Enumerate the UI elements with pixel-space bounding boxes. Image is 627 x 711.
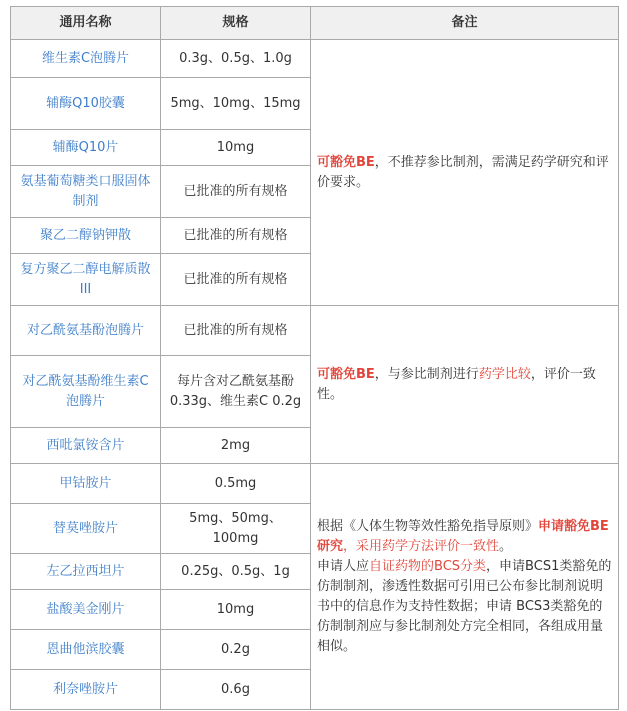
drug-spec: 2mg [161,428,311,464]
remark-group-3 [311,464,619,710]
drug-spec: 0.5mg [161,464,311,504]
drug-name-link[interactable]: 恩曲他滨胶囊 [11,630,161,670]
drug-spec: 5mg、10mg、15mg [161,78,311,130]
drug-name-link[interactable]: 对乙酰氨基酚泡腾片 [11,306,161,356]
drug-spec: 已批准的所有规格 [161,306,311,356]
drug-table-container [10,6,619,710]
drug-spec: 10mg [161,590,311,630]
remark-highlight-secondary: ，采用药学方法评价一致性 [343,538,500,554]
drug-spec: 已批准的所有规格 [161,166,311,218]
remark-text: 根据《人体生物等效性豁免指导原则》 [317,518,539,534]
remark-text-end: ，申请BCS1类豁免的仿制制剂，渗透性数据可引用已公布参比制剂说明书中的信息作为支持性数据；申请 BCS3类豁免的仿制制剂应与参比制剂处方完全相同，各组成用量相似。 [317,558,612,654]
drug-name-link[interactable]: 利奈唑胺片 [11,670,161,710]
header-remarks: 备注 [311,7,619,40]
drug-name-link[interactable]: 甲钴胺片 [11,464,161,504]
remark-paragraph-1 [317,517,612,557]
remark-text: 申请人应 [317,558,370,574]
drug-spec: 0.25g、0.5g、1g [161,554,311,590]
header-specification: 规格 [161,7,311,40]
drug-spec: 已批准的所有规格 [161,254,311,306]
header-generic-name: 通用名称 [11,7,161,40]
drug-name-link[interactable]: 辅酶Q10片 [11,130,161,166]
drug-name-link[interactable]: 对乙酰氨基酚维生素C泡腾片 [11,356,161,428]
drug-name-link[interactable]: 盐酸美金刚片 [11,590,161,630]
drug-name-link[interactable]: 氨基葡萄糖类口服固体制剂 [11,166,161,218]
remark-text: ，与参比制剂进行 [374,366,479,382]
remark-highlight: 自证药物的BCS分类 [369,558,487,574]
remark-group-2 [311,306,619,464]
remark-paragraph-2 [317,557,612,657]
remark-highlight: 可豁免BE [317,366,375,382]
table-row [11,40,619,78]
table-header-row [11,7,619,40]
table-row [11,464,619,504]
drug-name-link[interactable]: 辅酶Q10胶囊 [11,78,161,130]
remark-group-1 [311,40,619,306]
drug-spec: 0.2g [161,630,311,670]
drug-spec: 每片含对乙酰氨基酚0.33g、维生素C 0.2g [161,356,311,428]
drug-name-link[interactable]: 维生素C泡腾片 [11,40,161,78]
table-row [11,306,619,356]
remark-highlight: 申请豁免BE研究 [317,518,609,554]
drug-name-link[interactable]: 替莫唑胺片 [11,504,161,554]
remark-highlight: 可豁免BE [317,154,375,170]
drug-spec: 已批准的所有规格 [161,218,311,254]
remark-text: ，不推荐参比制剂，需满足药学研究和评价要求。 [317,154,609,190]
drug-name-link[interactable]: 左乙拉西坦片 [11,554,161,590]
drug-spec: 5mg、50mg、100mg [161,504,311,554]
drug-name-link[interactable]: 复方聚乙二醇电解质散III [11,254,161,306]
drug-name-link[interactable]: 西吡氯铵含片 [11,428,161,464]
drug-spec: 0.6g [161,670,311,710]
remark-text-end: 。 [499,538,513,554]
remark-text-end: ，评价一致性。 [317,366,596,402]
drug-spec: 10mg [161,130,311,166]
drug-name-link[interactable]: 聚乙二醇钠钾散 [11,218,161,254]
drug-spec: 0.3g、0.5g、1.0g [161,40,311,78]
drug-bioequivalence-table [10,6,619,710]
remark-highlight-secondary: 药学比较 [478,366,531,382]
